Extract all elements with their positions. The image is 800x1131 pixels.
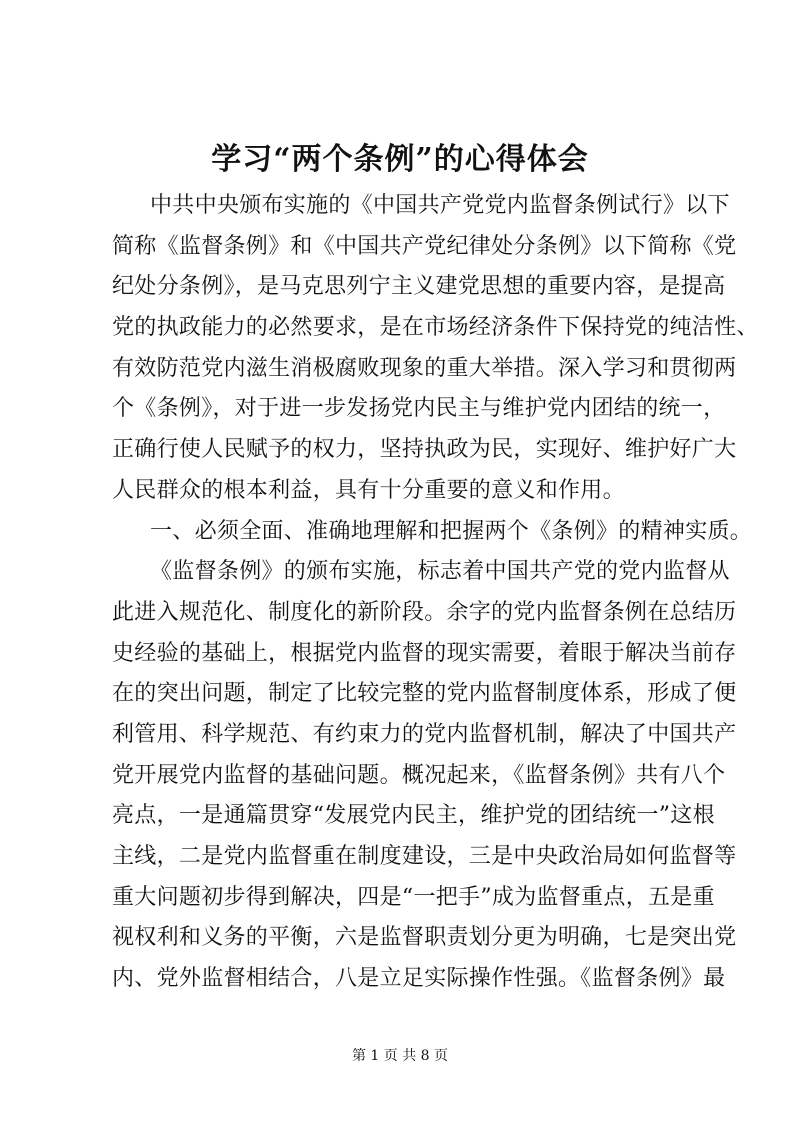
text-line: 正确行使人民赋予的权力，坚持执政为民，实现好、维护好广大	[112, 437, 737, 463]
page-footer: 第 1 页 共 8 页	[351, 1048, 449, 1064]
text-line: 中共中央颁布实施的《中国共产党党内监督条例试行》以下	[150, 193, 730, 218]
text-line: 人民群众的根本利益，具有十分重要的意义和作用。	[112, 477, 625, 503]
text-line: 此进入规范化、制度化的新阶段。余字的党内监督条例在总结历	[112, 599, 737, 625]
text-line: 在的突出问题，制定了比较完整的党内监督制度体系，形成了便	[112, 681, 737, 707]
section-heading-line: 一、必须全面、准确地理解和把握两个《条例》的精神实质。	[150, 518, 753, 544]
text-line: 简称《监督条例》和《中国共产党纪律处分条例》以下简称《党	[112, 233, 737, 259]
text-line: 亮点，一是通篇贯穿“发展党内民主，维护党的团结统一”这根	[112, 803, 715, 829]
text-line: 史经验的基础上，根据党内监督的现实需要，着眼于解决当前存	[112, 640, 737, 666]
text-line: 党开展党内监督的基础问题。概况起来，《监督条例》共有八个	[112, 762, 726, 788]
text-line: 内、党外监督相结合，八是立足实际操作性强。《监督条例》最	[112, 966, 726, 992]
text-line: 纪处分条例》，是马克思列宁主义建党思想的重要内容，是提高	[112, 274, 726, 300]
text-line: 个《条例》，对于进一步发扬党内民主与维护党内团结的统一，	[112, 396, 726, 422]
text-line: 重大问题初步得到解决，四是“一把手”成为监督重点，五是重	[112, 884, 715, 910]
document-body	[112, 186, 759, 1000]
document-title: 学习“两个条例”的心得体会	[211, 142, 589, 177]
text-line: 利管用、科学规范、有约束力的党内监督机制，解决了中国共产	[112, 721, 737, 747]
text-line: 《监督条例》的颁布实施，标志着中国共产党的党内监督从	[150, 559, 730, 585]
text-line: 有效防范党内滋生消极腐败现象的重大举措。深入学习和贯彻两	[112, 355, 737, 381]
text-line: 主线，二是党内监督重在制度建设，三是中央政治局如何监督等	[112, 844, 737, 869]
text-line: 党的执政能力的必然要求，是在市场经济条件下保持党的纯洁性、	[112, 315, 759, 341]
text-line: 视权利和义务的平衡，六是监督职责划分更为明确，七是突出党	[112, 925, 737, 951]
